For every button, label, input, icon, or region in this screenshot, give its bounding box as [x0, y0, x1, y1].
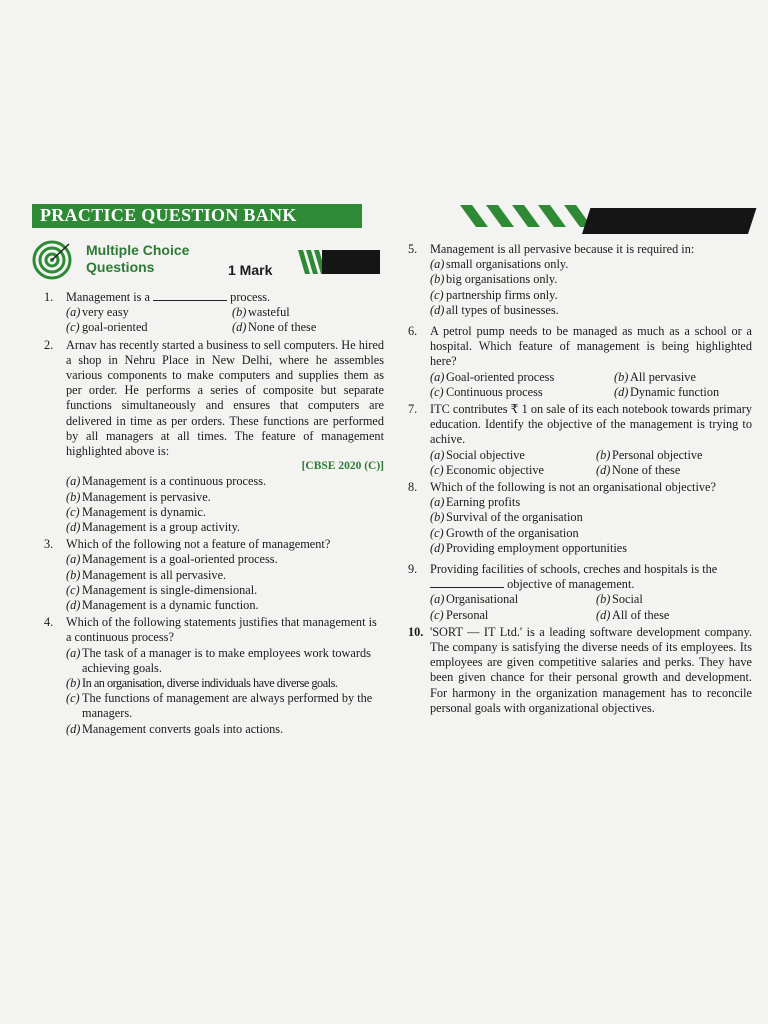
- question-text: Which of the following not a feature of management?: [66, 537, 331, 552]
- question-2: 2. Arnav has recently started a business to sell computers. He hired a shop in Nehru Place in New Delhi, where he assembles various components to make computers and supplies them as per order. He performs a series of composite but separate functions simultaneously and ensures that computers are delivered in time as per orders. These functions are performed by all managers at all times. The feature of management highlighted above is: [CBSE 2020 (C)] (a) Management is a continuous process. (b) Management is pervasive. (c) Management is dynamic. (d) Management is a group activity.: [44, 337, 384, 535]
- question-3: 3. Which of the following not a feature of management? (a) Management is a goal-oriented process. (b) Management is all pervasive. (c) Management is single-dimensional. (d) Management is a dynamic function.: [44, 537, 384, 613]
- banner-black-bar: [582, 208, 756, 234]
- question-text: Management is all pervasive because it is required in:: [430, 242, 695, 256]
- question-8: 8. Which of the following is not an organisational objective? (a) Earning profits (b) Survival of the organisation (c) Growth of the organisation (d) Providing employment opportunities: [408, 480, 752, 556]
- answer-blank: [430, 577, 504, 588]
- marks-black-bar: [322, 250, 380, 274]
- banner-stripes-decoration: [430, 205, 610, 227]
- question-text: Which of the following statements justifies that management is a continuous process?: [66, 615, 377, 645]
- marks-label: 1 Mark: [228, 262, 273, 278]
- question-7: 7. ITC contributes ₹ 1 on sale of its each notebook towards primary education. Identify the objective of the management is trying to achive. (a) Social objective (b) Personal objective (c) Economic objective (d) None of these: [408, 402, 752, 477]
- target-icon: [32, 240, 72, 280]
- question-5: 5. Management is all pervasive because it is required in: (a) small organisations only. (b) big organisations only. (c) partnership firms only. (d) all types of businesses.: [408, 242, 752, 318]
- question-source: [CBSE 2020 (C)]: [301, 460, 384, 473]
- question-6: 6. A petrol pump needs to be managed as much as a school or a hospital. Which feature of management is being highlighted here? (a) Goal-oriented process (b) All pervasive (c) Continuous process (d) Dynamic function: [408, 324, 752, 399]
- section-title: Multiple Choice Questions: [86, 242, 190, 275]
- question-1: 1. Management is a process. (a) very easy (b) wasteful (c) goal-oriented (d) None of these: [44, 290, 384, 336]
- section-banner: [32, 204, 362, 228]
- answer-blank: [153, 290, 227, 301]
- left-column: [44, 290, 384, 739]
- question-10: 10. 'SORT — IT Ltd.' is a leading software development company. The company is satisfying the diverse needs of its employees. Its employees are given competitive salaries and perks. They have been given chance for their personal growth and development. For harmony in the organization management has to reconcile personal goals with organizational objectives.: [408, 624, 752, 715]
- question-text: Management is a process.: [66, 290, 271, 304]
- right-column: [408, 242, 752, 718]
- question-text: A petrol pump needs to be managed as much as a school or a hospital. Which feature of management is being highlighted here?: [430, 324, 752, 369]
- question-4: 4. Which of the following statements justifies that management is a continuous process? (a) The task of a manager is to make employees work towards achieving goals. (b) In an organisation, diverse individuals have diverse goals. (c) The functions of management are always performed by the managers. (d) Management converts goals into actions.: [44, 615, 384, 737]
- question-text: 'SORT — IT Ltd.' is a leading software development company. The company is satisfying the diverse needs of its employees. Its employees are given competitive salaries and perks. They have been given chance for their personal growth and development. For harmony in the organization management has to reconcile personal goals with organizational objectives.: [430, 624, 752, 715]
- banner-title: PRACTICE QUESTION BANK: [40, 205, 297, 225]
- question-text: Which of the following is not an organisational objective?: [430, 480, 716, 495]
- question-text: ITC contributes ₹ 1 on sale of its each notebook towards primary education. Identify the objective of the management is trying to achive.: [430, 402, 752, 447]
- question-text: Arnav has recently started a business to sell computers. He hired a shop in Nehru Place in New Delhi, where he assembles various components to make computers and supplies them as per order. He performs a series of composite but separate functions simultaneously and ensures that computers are delivered in time as per orders. These functions are performed by all managers at all times. The feature of management highlighted above is:: [66, 337, 384, 459]
- question-text: Providing facilities of schools, creches and hospitals is the objective of management.: [430, 562, 718, 592]
- question-9: 9. Providing facilities of schools, creches and hospitals is the objective of management. (a) Organisational (b) Social (c) Personal (d) All of these: [408, 562, 752, 623]
